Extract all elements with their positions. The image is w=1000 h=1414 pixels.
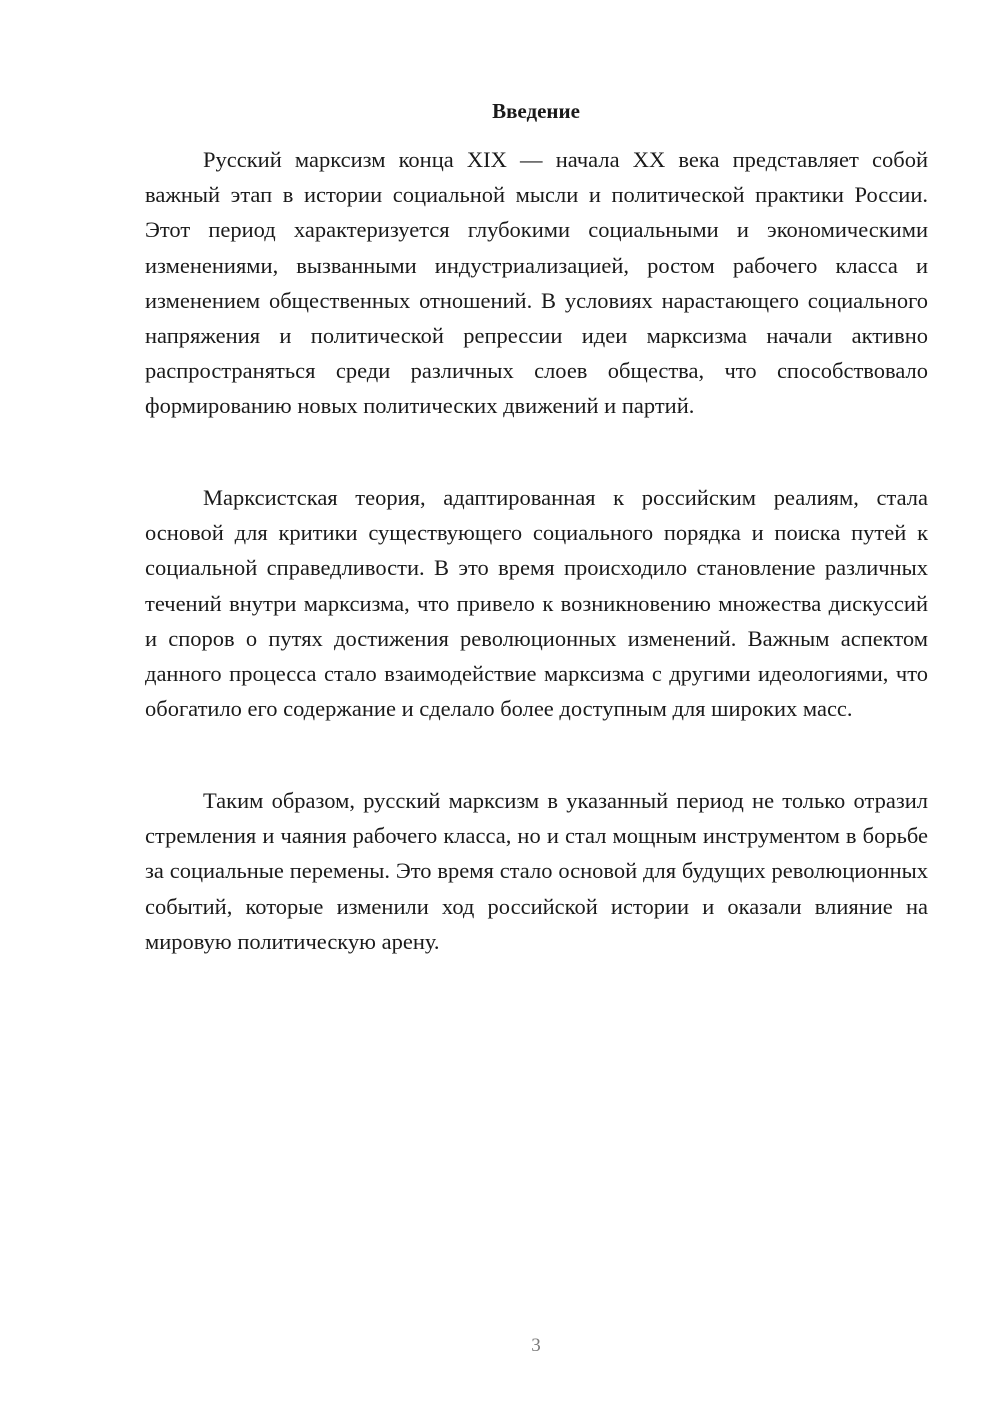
paragraph-1: Русский марксизм конца XIX — начала XX века представляет собой важный этап в истории социальной мысли и политической практики России. Этот период характеризуется глубокими социальными и экономическими изменениями, вызванными индустриализацией, ростом рабочего класса и изменением общественных отношений. В условиях нарастающего социального напряжения и политической репрессии идеи марксизма начали активно распространяться среди различных слоев общества, что способствовало формированию новых политических движений и партий. (145, 147, 928, 419)
page-number: 3 (531, 1335, 541, 1356)
paragraph-2: Марксистская теория, адаптированная к российским реалиям, стала основой для критики существующего социального порядка и поиска путей к социальной справедливости. В это время происходило становление различных течений внутри марксизма, что привело к возникновению множества дискуссий и споров о путях достижения революционных изменений. Важным аспектом данного процесса стало взаимодействие марксизма с другими идеологиями, что обогатило его содержание и сделало более доступным для широких масс. (145, 485, 928, 722)
paragraph-3: Таким образом, русский марксизм в указанный период не только отразил стремления и чаяния рабочего класса, но и стал мощным инструментом в борьбе за социальные перемены. Это время стало основой для будущих революционных событий, которые изменили ход российской истории и оказали влияние на мировую политическую арену. (145, 788, 928, 954)
section-heading: Введение (492, 99, 580, 123)
